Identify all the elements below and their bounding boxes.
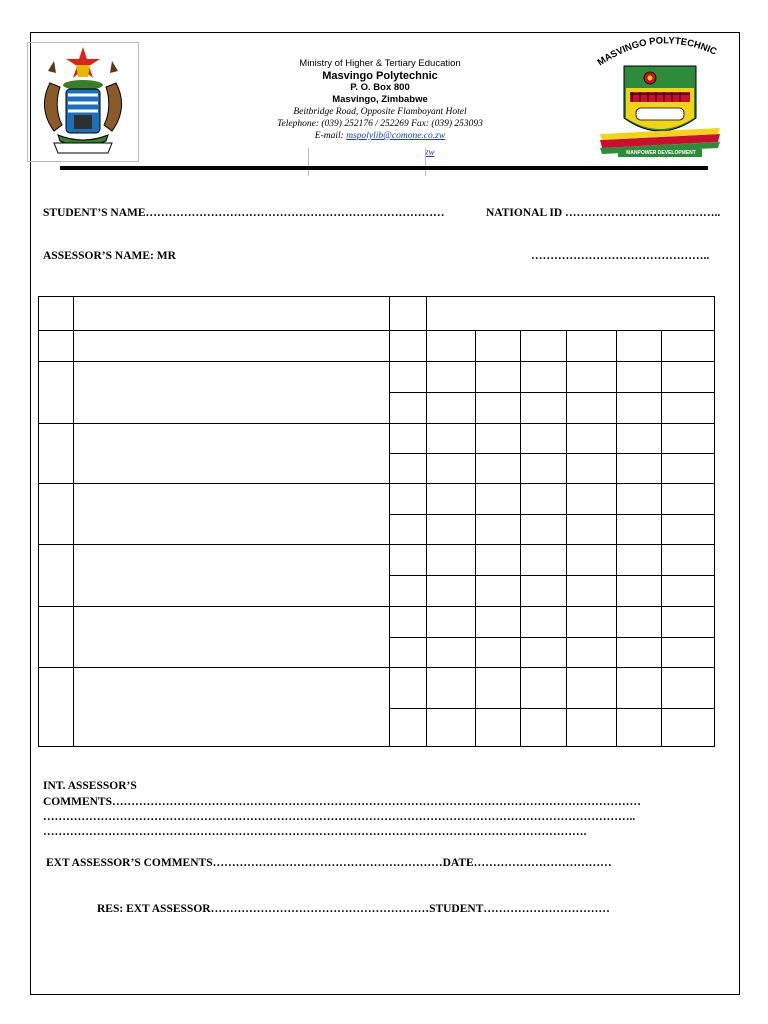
table-cell[interactable]	[521, 454, 567, 484]
table-cell[interactable]	[427, 638, 476, 668]
table-cell[interactable]	[521, 576, 567, 607]
table-cell[interactable]	[476, 515, 521, 545]
int-assessor-comments-line[interactable]: ………………………………………………………………………………………………………………………………………..	[43, 811, 636, 823]
table-cell[interactable]	[74, 484, 390, 545]
email-line	[250, 130, 510, 142]
table-cell[interactable]	[567, 424, 617, 454]
email-link[interactable]: mspolylib@comone.co.zw	[346, 131, 446, 141]
table-cell[interactable]	[476, 709, 521, 747]
header-rule	[60, 166, 708, 170]
int-assessor-label: INT. ASSESSOR’S	[43, 780, 137, 792]
table-cell[interactable]	[39, 424, 74, 484]
table-cell[interactable]	[390, 576, 427, 607]
table-cell[interactable]	[617, 668, 662, 709]
svg-text:MASVINGO POLYTECHNIC	[596, 35, 719, 68]
table-cell[interactable]	[476, 668, 521, 709]
table-row	[39, 668, 715, 709]
email-label: E-mail:	[314, 131, 344, 141]
table-cell[interactable]	[427, 331, 476, 362]
table-cell[interactable]	[427, 545, 476, 576]
table-cell[interactable]	[427, 393, 476, 424]
ministry-name: Ministry of Higher & Tertiary Education	[299, 58, 461, 69]
table-cell[interactable]	[662, 607, 715, 638]
table-cell[interactable]	[617, 454, 662, 484]
table-cell[interactable]	[390, 638, 427, 668]
table-cell[interactable]	[390, 484, 427, 515]
table-cell[interactable]	[39, 607, 74, 668]
table-cell[interactable]	[521, 515, 567, 545]
polytechnic-crest-icon	[590, 30, 730, 165]
table-cell[interactable]	[567, 545, 617, 576]
table-row	[39, 362, 715, 393]
telephone: Telephone: (039) 252176 / 252269 Fax: (039) 253093	[277, 119, 483, 129]
table-cell[interactable]	[476, 454, 521, 484]
table-cell[interactable]	[567, 393, 617, 424]
table-cell[interactable]	[617, 484, 662, 515]
table-cell[interactable]	[74, 607, 390, 668]
email-tail: zw	[425, 147, 435, 157]
coat-of-arms	[27, 42, 139, 162]
table-cell[interactable]	[521, 362, 567, 393]
letterhead-text	[250, 58, 510, 157]
table-cell[interactable]	[390, 545, 427, 576]
signature-line[interactable]: RES: EXT ASSESSOR…………………………………………………STUDENT……………………………	[97, 903, 610, 915]
student-name-field[interactable]: STUDENT’S NAME……………………………………………………………………	[43, 207, 445, 219]
int-assessor-comments-line[interactable]: …………………………………………………………………………………………………………………………….	[43, 826, 587, 838]
table-cell[interactable]	[390, 709, 427, 747]
table-cell[interactable]	[662, 576, 715, 607]
table-cell[interactable]	[521, 424, 567, 454]
table-cell[interactable]	[39, 362, 74, 424]
logo-arc-text: MASVINGO POLYTECHNIC	[595, 35, 719, 69]
table-cell[interactable]	[617, 362, 662, 393]
table-cell[interactable]	[662, 638, 715, 668]
table-cell[interactable]	[617, 393, 662, 424]
table-cell[interactable]	[476, 484, 521, 515]
table-cell[interactable]	[74, 297, 390, 331]
table-cell[interactable]	[567, 638, 617, 668]
table-cell[interactable]	[617, 709, 662, 747]
table-cell[interactable]	[390, 393, 427, 424]
table-cell[interactable]	[476, 638, 521, 668]
polytechnic-logo	[590, 30, 730, 165]
int-assessor-comments-line[interactable]: COMMENTS…………………………………………………………………………………………………………………………	[43, 796, 641, 808]
table-cell[interactable]	[390, 362, 427, 393]
letterhead-header	[0, 0, 768, 175]
divider	[425, 148, 426, 176]
table-cell[interactable]	[390, 454, 427, 484]
table-cell[interactable]	[521, 393, 567, 424]
table-row	[39, 331, 715, 362]
assessment-table	[38, 296, 715, 747]
table-cell[interactable]	[617, 331, 662, 362]
table-cell[interactable]	[662, 424, 715, 454]
table-cell[interactable]	[427, 297, 715, 331]
table-cell[interactable]	[521, 709, 567, 747]
table-cell[interactable]	[39, 545, 74, 607]
table-cell[interactable]	[427, 576, 476, 607]
table-cell[interactable]	[567, 607, 617, 638]
table-cell[interactable]	[521, 484, 567, 515]
table-cell[interactable]	[617, 515, 662, 545]
table-cell[interactable]	[476, 424, 521, 454]
table-cell[interactable]	[567, 331, 617, 362]
table-cell[interactable]	[427, 668, 476, 709]
logo-motto: MANPOWER DEVELOPMENT	[626, 150, 696, 156]
table-cell[interactable]	[662, 331, 715, 362]
table-cell[interactable]	[617, 545, 662, 576]
address: Beitbridge Road, Opposite Flamboyant Hotel	[293, 107, 467, 117]
table-cell[interactable]	[476, 545, 521, 576]
table-cell[interactable]	[39, 668, 74, 747]
table-cell[interactable]	[476, 393, 521, 424]
table-cell[interactable]	[427, 709, 476, 747]
table-cell[interactable]	[567, 709, 617, 747]
table-row	[39, 484, 715, 515]
table-cell[interactable]	[427, 454, 476, 484]
table-cell[interactable]	[521, 638, 567, 668]
table-cell[interactable]	[521, 331, 567, 362]
divider	[308, 148, 309, 176]
assessor-name-field[interactable]: ASSESSOR’S NAME: MR	[43, 250, 176, 262]
table-cell[interactable]	[521, 607, 567, 638]
table-cell[interactable]	[662, 393, 715, 424]
table-cell[interactable]	[390, 607, 427, 638]
table-cell[interactable]	[390, 297, 427, 331]
table-cell[interactable]	[427, 424, 476, 454]
table-cell[interactable]	[662, 668, 715, 709]
table-cell[interactable]	[74, 668, 390, 747]
table-cell[interactable]	[390, 668, 427, 709]
po-box: P. O. Box 800	[350, 82, 410, 93]
table-cell[interactable]	[427, 484, 476, 515]
table-cell[interactable]	[617, 576, 662, 607]
table-cell[interactable]	[617, 607, 662, 638]
ext-assessor-comments-line[interactable]: EXT ASSESSOR’S COMMENTS……………………………………………………DATE………………………………	[46, 857, 612, 869]
table-cell[interactable]	[74, 331, 390, 362]
table-cell[interactable]	[567, 576, 617, 607]
table-cell[interactable]	[521, 668, 567, 709]
table-cell[interactable]	[521, 545, 567, 576]
table-row	[39, 424, 715, 454]
table-cell[interactable]	[390, 331, 427, 362]
table-cell[interactable]	[662, 362, 715, 393]
table-cell[interactable]	[567, 668, 617, 709]
table-cell[interactable]	[74, 545, 390, 607]
table-cell[interactable]	[427, 607, 476, 638]
table-cell[interactable]	[476, 607, 521, 638]
table-cell[interactable]	[39, 297, 74, 331]
table-cell[interactable]	[662, 454, 715, 484]
table-cell[interactable]	[427, 515, 476, 545]
table-cell[interactable]	[476, 331, 521, 362]
table-cell[interactable]	[74, 362, 390, 424]
table-cell[interactable]	[74, 424, 390, 484]
table-cell[interactable]	[662, 545, 715, 576]
table-header-row	[39, 297, 715, 331]
table-cell[interactable]	[390, 424, 427, 454]
table-cell[interactable]	[39, 331, 74, 362]
table-cell[interactable]	[662, 709, 715, 747]
table-cell[interactable]	[617, 424, 662, 454]
institution-name: Masvingo Polytechnic	[322, 70, 438, 82]
table-cell[interactable]	[390, 515, 427, 545]
table-cell[interactable]	[662, 515, 715, 545]
city: Masvingo, Zimbabwe	[332, 94, 428, 105]
table-cell[interactable]	[617, 638, 662, 668]
table-cell[interactable]	[567, 362, 617, 393]
table-cell[interactable]	[476, 362, 521, 393]
national-id-field[interactable]: NATIONAL ID …………………………………..	[486, 207, 721, 219]
table-cell[interactable]	[567, 515, 617, 545]
assessor-name-dots[interactable]: ………………………………………..	[531, 250, 710, 262]
table-row	[39, 545, 715, 576]
table-cell[interactable]	[567, 454, 617, 484]
table-cell[interactable]	[662, 484, 715, 515]
zimbabwe-coat-of-arms-icon	[28, 43, 138, 161]
table-cell[interactable]	[476, 576, 521, 607]
table-cell[interactable]	[427, 362, 476, 393]
table-cell[interactable]	[39, 484, 74, 545]
table-cell[interactable]	[567, 484, 617, 515]
table-row	[39, 607, 715, 638]
